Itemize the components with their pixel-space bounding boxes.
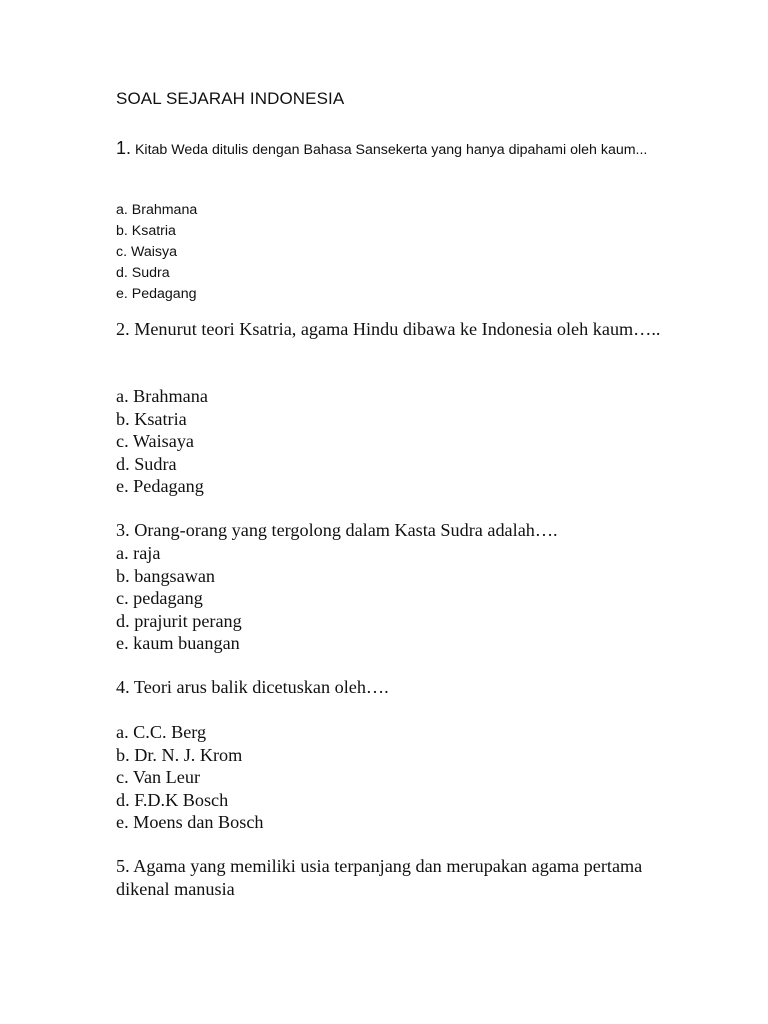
option-d: d. F.D.K Bosch (116, 789, 229, 810)
option-c: c. Van Leur (116, 767, 201, 787)
question-text: Orang-orang yang tergolong dalam Kasta Sudra adalah…. (134, 520, 558, 540)
question-number: 5. (116, 856, 130, 876)
document-title: SOAL SEJARAH INDONESIA (116, 89, 345, 108)
question-text: Agama yang memiliki usia terpanjang dan merupakan agama pertama dikenal manusia (116, 856, 643, 899)
option-b: b. Dr. N. J. Krom (116, 744, 243, 765)
question-text: Kitab Weda ditulis dengan Bahasa Sansekerta yang hanya dipahami oleh kaum... (134, 142, 648, 158)
question-4-options (116, 721, 666, 834)
option-a: a. raja (116, 543, 161, 563)
question-number: 4. (116, 677, 130, 697)
question-3-options (116, 542, 666, 655)
option-d: d. Sudra (116, 265, 170, 281)
question-1 (116, 138, 656, 161)
option-d: d. prajurit perang (116, 610, 242, 631)
option-e: e. Moens dan Bosch (116, 812, 264, 832)
question-text: Teori arus balik dicetuskan oleh…. (133, 677, 389, 697)
question-number: 1. (116, 138, 132, 158)
question-1-options (116, 200, 197, 305)
option-b: b. Ksatria (116, 408, 187, 429)
question-number: 2. (116, 319, 130, 339)
question-3 (116, 519, 666, 542)
option-c: c. pedagang (116, 588, 203, 608)
option-e: e. Pedagang (116, 286, 197, 302)
question-5 (116, 855, 666, 900)
option-a: a. C.C. Berg (116, 722, 207, 742)
option-e: e. Pedagang (116, 476, 204, 496)
question-2 (116, 318, 666, 341)
option-c: c. Waisaya (116, 431, 194, 451)
question-text: Menurut teori Ksatria, agama Hindu dibawa ke Indonesia oleh kaum….. (134, 319, 661, 339)
option-c: c. Waisya (116, 244, 177, 260)
option-e: e. kaum buangan (116, 633, 240, 653)
question-4 (116, 676, 666, 699)
option-b: b. Ksatria (116, 223, 176, 239)
option-a: a. Brahmana (116, 202, 198, 218)
question-2-options (116, 385, 666, 498)
option-a: a. Brahmana (116, 386, 208, 406)
option-b: b. bangsawan (116, 565, 215, 586)
question-number: 3. (116, 520, 130, 540)
option-d: d. Sudra (116, 453, 177, 474)
